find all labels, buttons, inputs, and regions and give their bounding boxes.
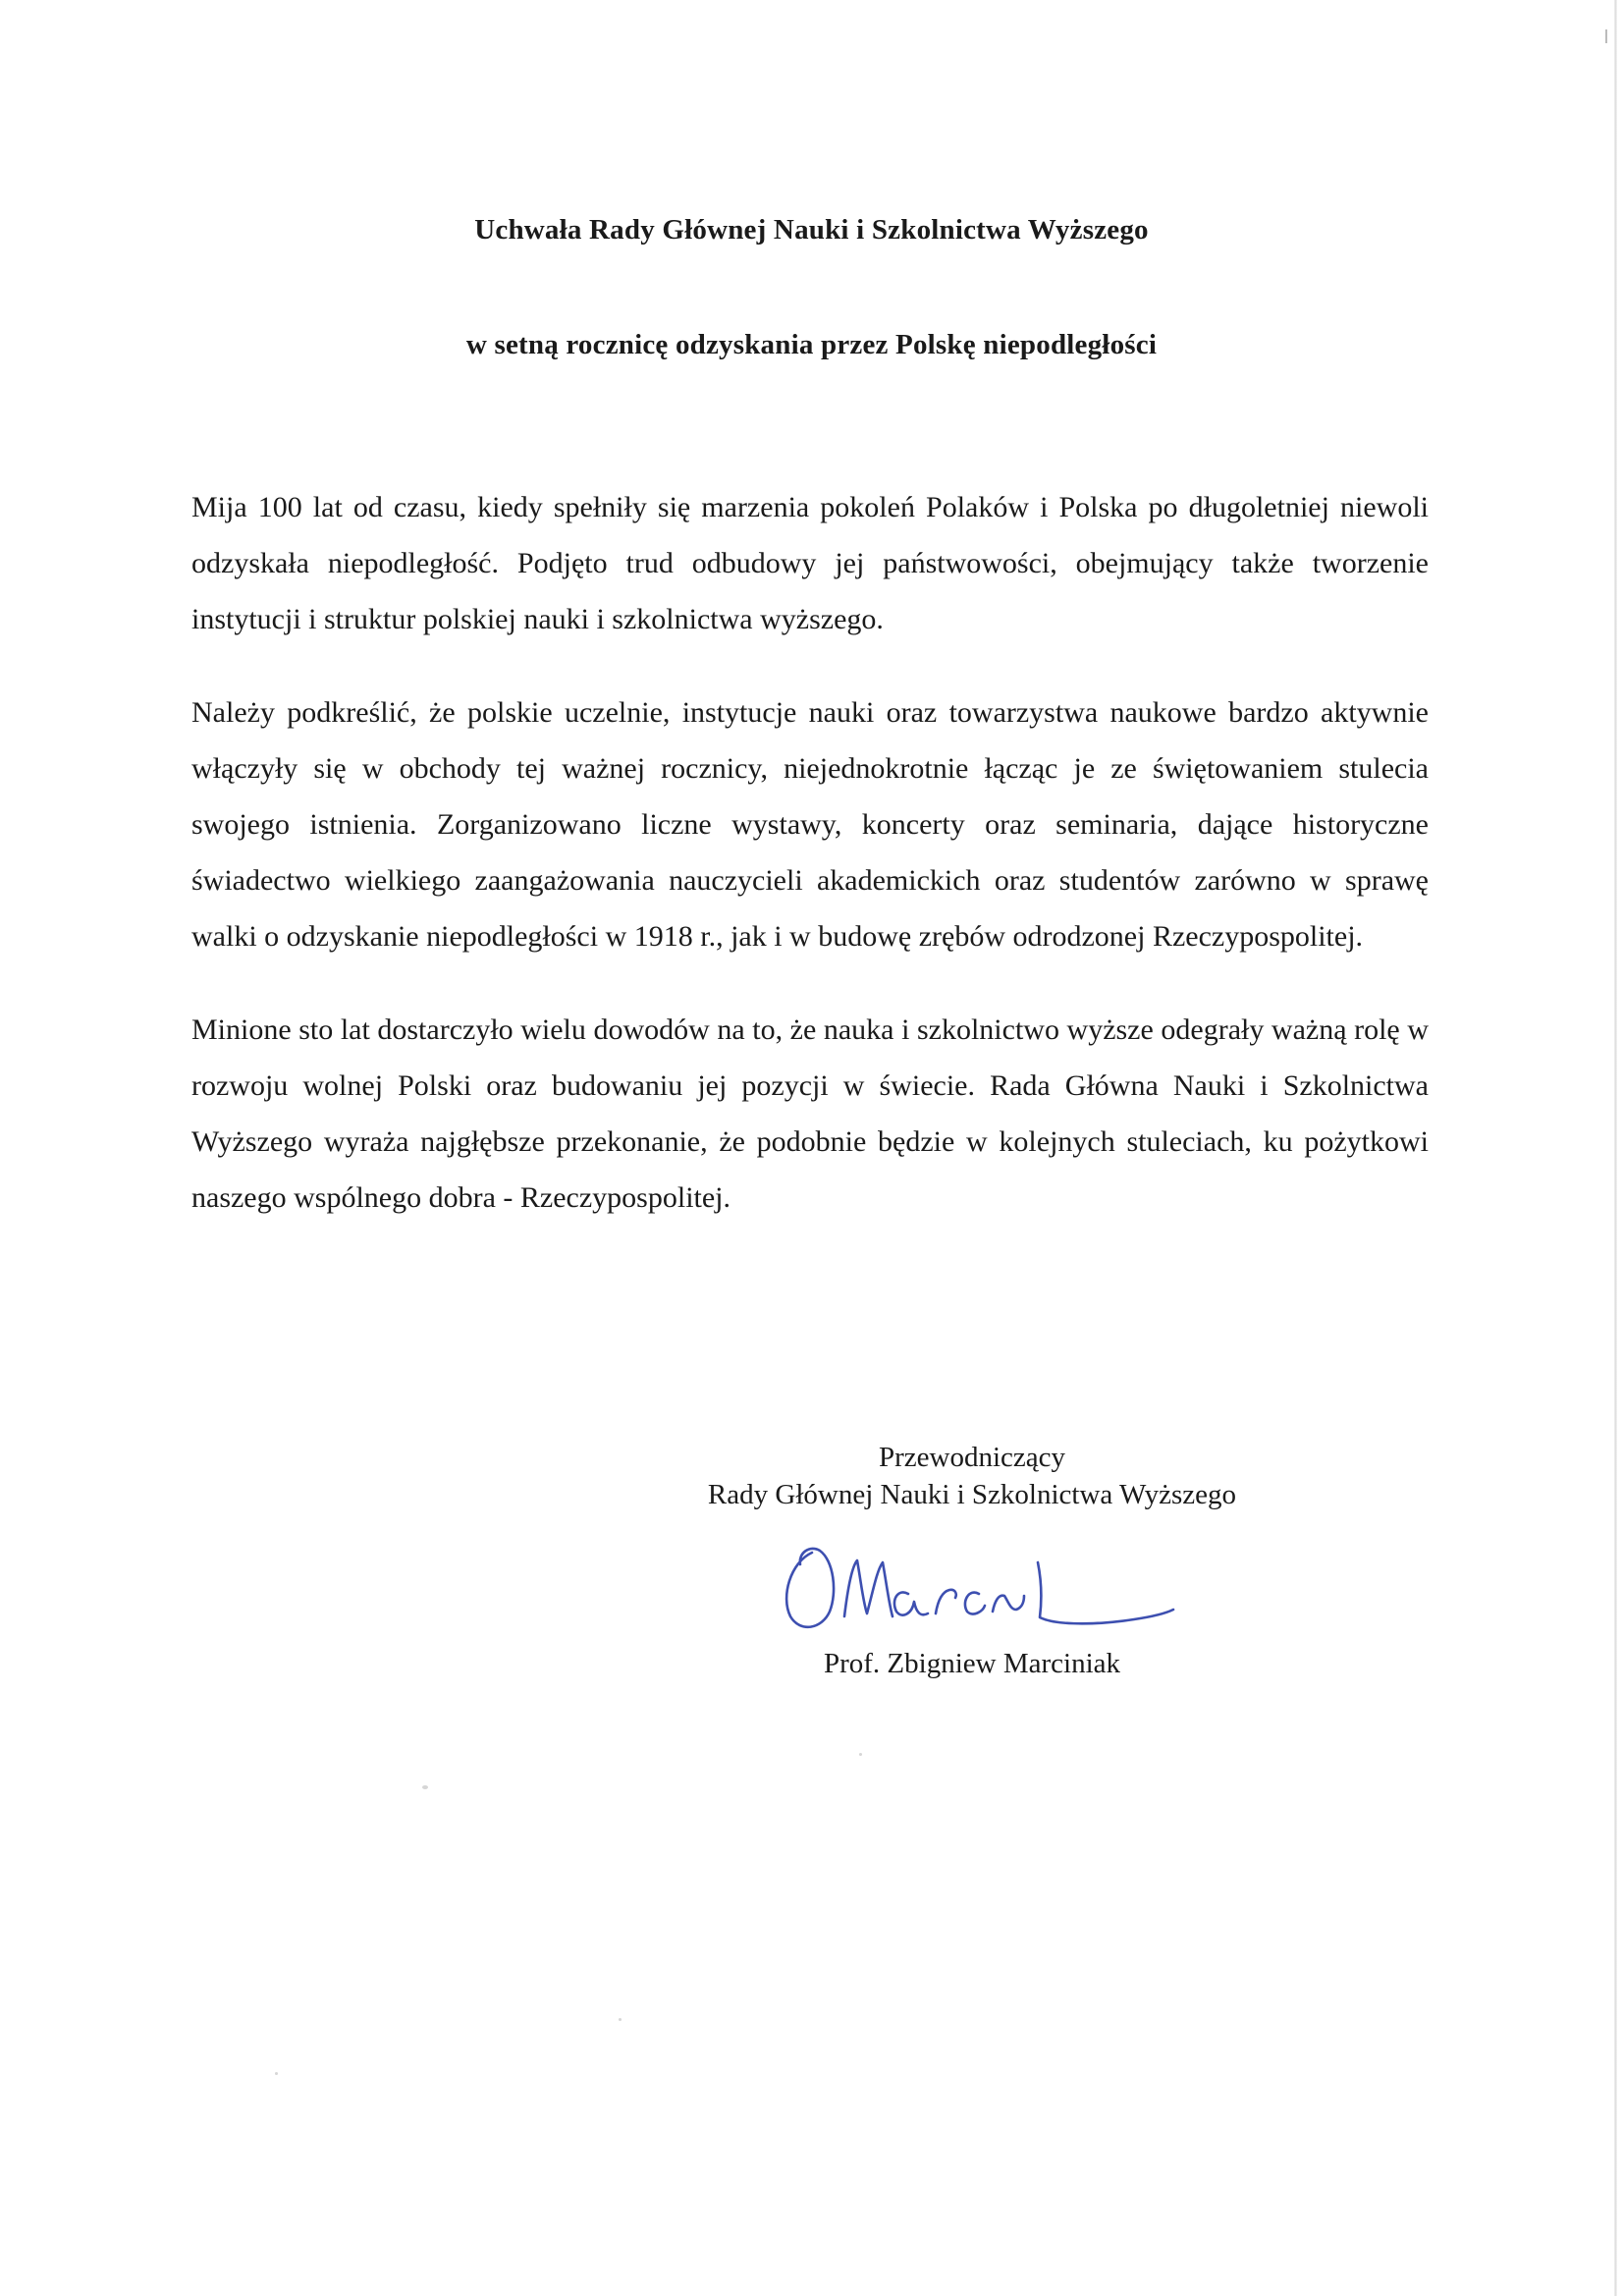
document-body [191, 479, 1429, 1263]
scan-speck [422, 1785, 428, 1789]
scan-speck [275, 2072, 278, 2075]
paragraph: Minione sto lat dostarczyło wielu dowodów na to, że nauka i szkolnictwo wyższe odegrały ważną rolę w rozwoju wolnej Polski oraz budowaniu jej pozycji w świecie. Rada Główna Nauki i Szkolnictwa Wyższego wyraża najgłębsze przekonanie, że podobnie będzie w kolejnych stuleciach, ku pożytkowi naszego wspólnego dobra - Rzeczypospolitej. [191, 1013, 1429, 1214]
signature-block [687, 1439, 1257, 1682]
document-subtitle: w setną rocznicę odzyskania przez Polskę niepodległości [465, 329, 1158, 360]
signatory-organization: Rady Głównej Nauki i Szkolnictwa Wyższego [707, 1479, 1237, 1510]
scan-speck [619, 2018, 622, 2021]
handwritten-signature [761, 1523, 1183, 1641]
signatory-name: Prof. Zbigniew Marciniak [823, 1648, 1120, 1679]
paragraph: Mija 100 lat od czasu, kiedy spełniły się marzenia pokoleń Polaków i Polska po długoletniej niewoli odzyskała niepodległość. Podjęto trud odbudowy jej państwowości, obejmujący także tworzenie instytucji i struktur polskiej nauki i szkolnictwa wyższego. [191, 491, 1429, 635]
signatory-role: Przewodniczący [878, 1442, 1065, 1473]
paragraph: Należy podkreślić, że polskie uczelnie, instytucje nauki oraz towarzystwa naukowe bardzo aktywnie włączyły się w obchody tej ważnej rocznicy, niejednokrotnie łącząc je ze świętowaniem stulecia swojego istnienia. Zorganizowano liczne wystawy, koncerty oraz seminaria, dające historyczne świadectwo wielkiego zaangażowania nauczycieli akademickich oraz studentów zarówno w sprawę walki o odzyskanie niepodległości w 1918 r., jak i w budowę zrębów odrodzonej Rzeczypospolitej. [191, 696, 1429, 953]
scan-mark [1605, 29, 1607, 43]
document-title: Uchwała Rady Głównej Nauki i Szkolnictwa Wyższego [474, 214, 1149, 246]
scan-speck [859, 1753, 862, 1756]
